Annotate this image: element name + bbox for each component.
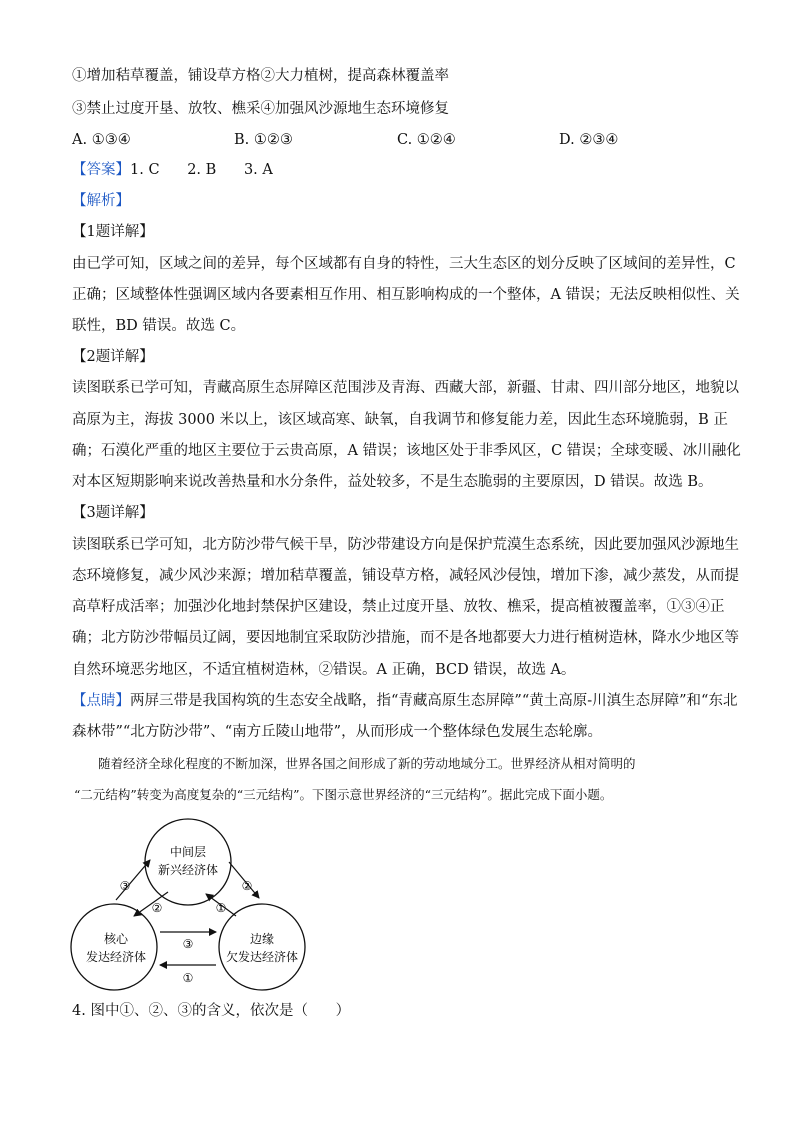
label-bottom-upper: ③ [182, 937, 194, 951]
choice-a: A. ①③④ [72, 132, 131, 148]
answer-label: 【答案】 [72, 162, 130, 178]
label-left-inner: ② [151, 901, 163, 915]
passage-line-2: “二元结构”转变为高度复杂的“三元结构”。下图示意世界经济的“三元结构”。据此完成下面小题。 [74, 787, 613, 802]
top-circle-label-1: 中间层 [169, 845, 207, 859]
choice-d: D. ②③④ [559, 132, 619, 148]
label-bottom-lower: ① [182, 971, 194, 985]
answer-line [72, 160, 273, 180]
label-right-outer: ② [241, 879, 253, 893]
q2-line-4: 对本区短期影响来说改善热量和水分条件，益处较多，不是生态脆弱的主要原因，D 错误。故选 B。 [72, 474, 713, 490]
q3-line-3: 高草籽成活率；加强沙化地封禁保护区建设，禁止过度开垦、放牧、樵采，提高植被覆盖率，①③④正 [72, 599, 725, 615]
passage-line-1: 随着经济全球化程度的不断加深，世界各国之间形成了新的劳动地域分工。世界经济从相对简明的 [98, 756, 636, 771]
q2-line-1: 读图联系已学可知，青藏高原生态屏障区范围涉及青海、西藏大部，新疆、甘肃、四川部分地区，地貌以 [72, 380, 739, 396]
q3-statement-line-1: ①增加秸草覆盖，铺设草方格②大力植树，提高森林覆盖率 [72, 68, 449, 84]
q3-line-5: 自然环境恶劣地区，不适宜植树造林，②错误。A 正确，BCD 错误，故选 A。 [72, 662, 576, 678]
q1-line-1: 由已学可知，区域之间的差异，每个区域都有自身的特性，三大生态区的划分反映了区域间的差异性，C [72, 256, 736, 272]
q2-line-3: 确；石漠化严重的地区主要位于云贵高原，A 错误；该地区处于非季风区，C 错误；全球变暖、冰川融化 [72, 443, 741, 459]
q3-line-2: 态环境修复，减少风沙来源；增加秸草覆盖，铺设草方格，减轻风沙侵蚀，增加下渗，减少蒸发，从而提 [72, 568, 739, 584]
q3-heading: 【3题详解】 [72, 505, 154, 521]
q3-choices [72, 130, 722, 150]
answer-text: 1. C 2. B 3. A [130, 162, 273, 178]
right-circle-label-2: 欠发达经济体 [225, 950, 299, 964]
left-circle-label-2: 发达经济体 [85, 950, 147, 964]
q1-line-3: 联性，BD 错误。故选 C。 [72, 318, 246, 334]
label-right-inner: ① [215, 901, 227, 915]
q2-line-2: 高原为主，海拔 3000 米以上，该区域高寒、缺氧，自我调节和修复能力差，因此生态环境脆弱，B 正 [72, 412, 728, 428]
tip-text-1: 两屏三带是我国构筑的生态安全战略，指“青藏高原生态屏障”“黄土高原-川滇生态屏障”和“东北 [130, 693, 738, 709]
tip-label: 【点睛】 [72, 693, 130, 709]
right-circle-label-1: 边缘 [249, 932, 275, 946]
choice-b: B. ①②③ [234, 132, 293, 148]
label-left-outer: ③ [119, 879, 131, 893]
q3-line-1: 读图联系已学可知，北方防沙带气候干旱，防沙带建设方向是保护荒漠生态系统，因此要加强风沙源地生 [72, 537, 739, 553]
three-tier-economy-diagram [64, 812, 314, 1002]
left-circle-label-1: 核心 [103, 932, 129, 946]
q2-heading: 【2题详解】 [72, 349, 154, 365]
top-circle-label-2: 新兴经济体 [157, 863, 219, 877]
top-circle [145, 819, 231, 905]
q1-heading: 【1题详解】 [72, 224, 154, 240]
q1-line-2: 正确；区域整体性强调区域内各要素相互作用、相互影响构成的一个整体，A 错误；无法反映相似性、关 [72, 287, 740, 303]
left-circle [71, 904, 157, 990]
q3-statement-line-2: ③禁止过度开垦、放牧、樵采④加强风沙源地生态环境修复 [72, 101, 449, 117]
right-circle [219, 904, 305, 990]
tip-line-2: 森林带”“北方防沙带”、“南方丘陵山地带”，从而形成一个整体绿色发展生态轮廓。 [72, 724, 603, 740]
q3-line-4: 确；北方防沙带幅员辽阔，要因地制宜采取防沙措施，而不是各地都要大力进行植树造林，降水少地区等 [72, 630, 739, 646]
tip-line-1 [72, 691, 737, 711]
choice-c: C. ①②④ [397, 132, 456, 148]
q4-stem: 4. 图中①、②、③的含义，依次是（ ） [72, 1003, 351, 1019]
analysis-label: 【解析】 [72, 193, 130, 209]
